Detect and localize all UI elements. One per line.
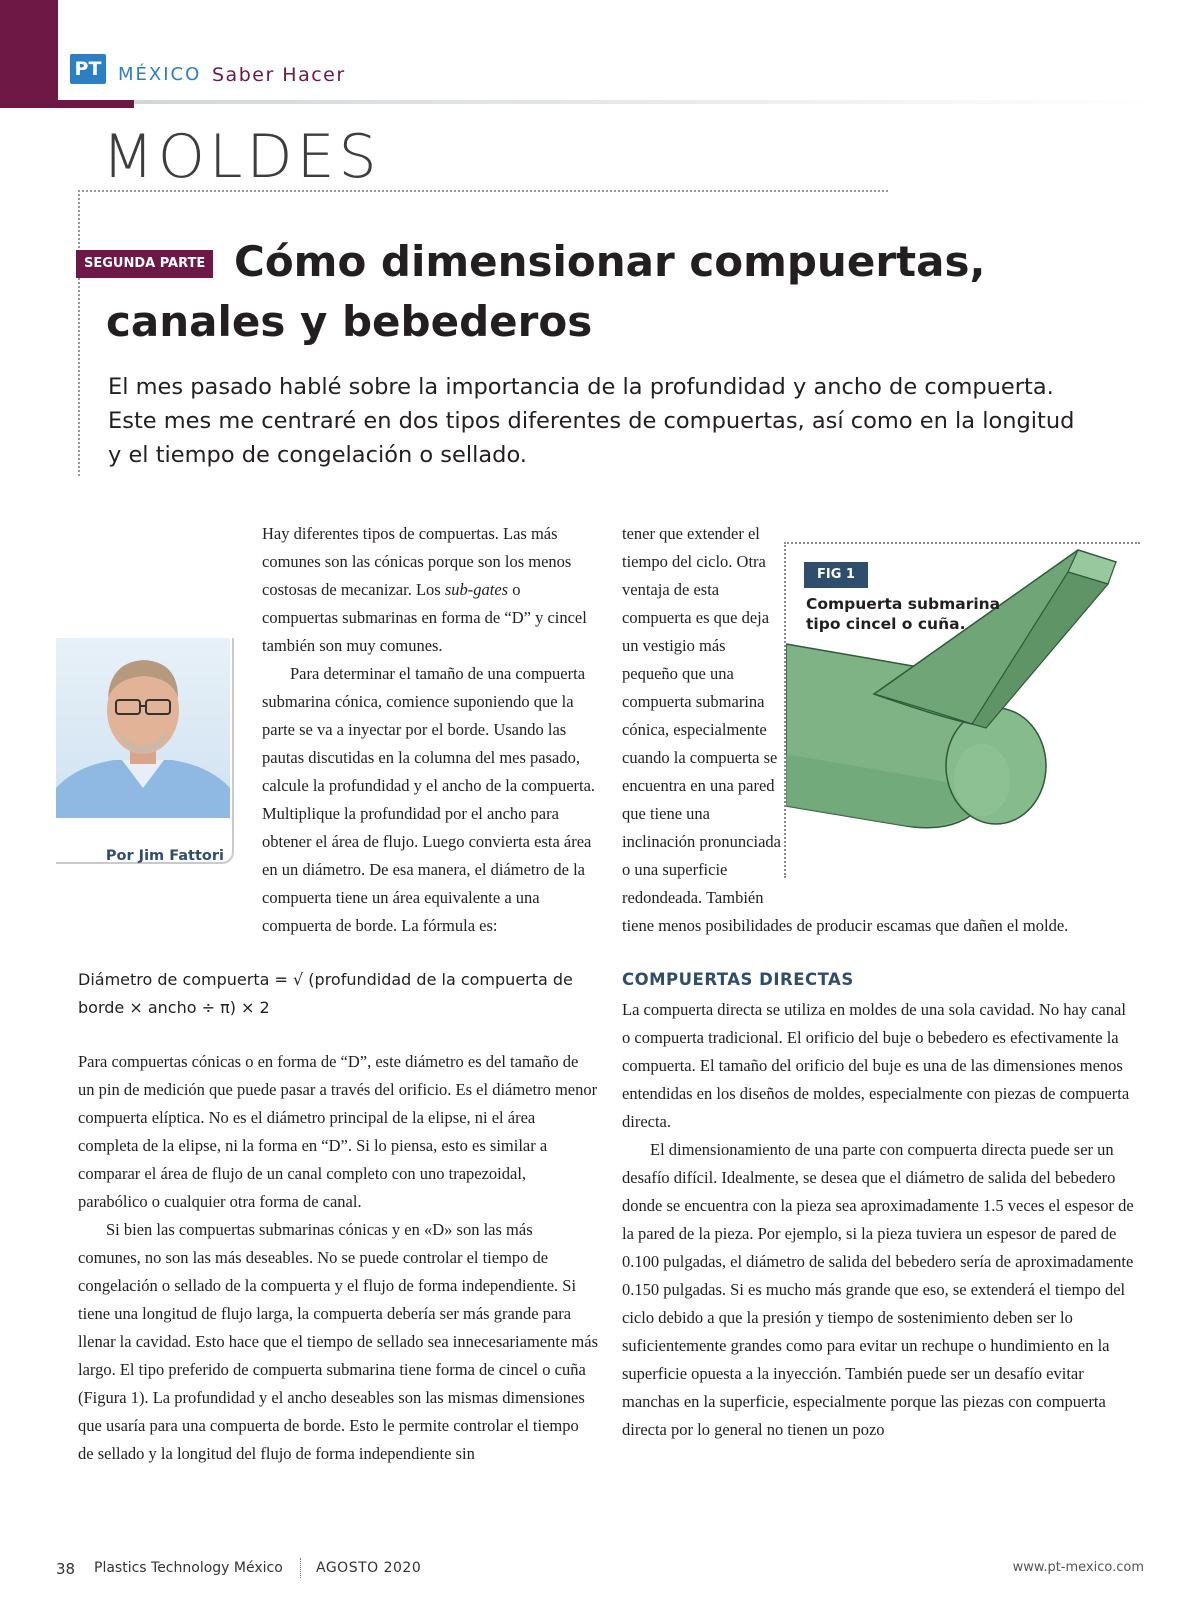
header-accent-underline xyxy=(58,100,134,108)
pt-logo: PT xyxy=(70,54,106,84)
figure-label: FIG 1 xyxy=(804,562,868,588)
headline-line-1: Cómo dimensionar compuertas, xyxy=(234,237,986,286)
website-url: www.pt-mexico.com xyxy=(1012,1560,1144,1575)
article-intro: El mes pasado hablé sobre la importancia de la profundidad y ancho de compuerta. Este mes me centraré en dos tipos diferentes de compuertas, así como en la longitud y el tiempo de congelación o sellado. xyxy=(108,374,1075,468)
title-dotted-rule xyxy=(78,190,888,192)
paragraph: Si bien las compuertas submarinas cónicas y en «D» son las más comunes, no son las más deseables. No se puede controlar el tiempo de congelación o sellado de la compuerta y el flujo de forma independiente. Si tiene una longitud de flujo larga, la compuerta debería ser más grande para llenar la cavidad. Esto hace que el tiempo de sellado sea innecesariamente más largo. El tipo preferido de compuerta submarina tiene forma de cincel o cuña (Figura 1). La profundidad y el ancho deseables son las mismas dimensiones que usaría para una compuerta de borde. Esto le permite controlar el tiempo de sellado y la longitud del flujo de forma independiente sin xyxy=(78,1220,598,1463)
paragraph: La compuerta directa se utiliza en moldes de una sola cavidad. No hay canal o compuerta tradicional. El orificio del buje o bebedero es efectivamente la compuerta. El tamaño del orificio del buje es una de las dimensiones menos entendidas en los diseños de moldes, especialmente con piezas de compuerta directa. xyxy=(622,1000,1130,1131)
article-headline xyxy=(106,232,1006,352)
page-number: 38 xyxy=(56,1560,76,1578)
part-badge: SEGUNDA PARTE xyxy=(76,250,213,278)
italic-term: sub-gates xyxy=(444,580,509,599)
paragraph: Para determinar el tamaño de una compuerta submarina cónica, comience suponiendo que la parte se va a inyectar por el borde. Usando las pautas discutidas en la columna del mes pasado, calcule la profundidad y el ancho de la compuerta. Multiplique la profundidad por el ancho para obtener el área de flujo. Luego convierta esta área en un diámetro. De esa manera, el diámetro de la compuerta tiene un área equivalente a una compuerta de borde. La fórmula es: xyxy=(262,664,596,935)
title-dotted-rule-vertical xyxy=(78,190,80,476)
figure-1 xyxy=(784,542,1144,878)
header-rule xyxy=(58,100,1158,104)
paragraph: tener que extender el tiempo del ciclo. Otra ventaja de esta compuerta es que deja un vestigio más pequeño que una compuerta submarina cónica, especialmente cuando la compuerta se encuentra en una pared que tiene una inclinación pronunciada o una superficie redondeada. También tiene menos posibilidades de producir escamas que dañen el molde. xyxy=(622,524,1069,935)
footer-divider xyxy=(300,1558,301,1578)
subhead: COMPUERTAS DIRECTAS xyxy=(622,970,854,989)
header-section: Saber Hacer xyxy=(212,64,346,86)
header-country: MÉXICO xyxy=(118,64,202,85)
paragraph: Para compuertas cónicas o en forma de “D”, este diámetro es del tamaño de un pin de medición que puede pasar a través del orificio. Es el diámetro menor compuerta elíptica. No es el diámetro principal de la elipse, ni el área completa de la elipse, ni la forma en “D”. Si lo piensa, esto es similar a comparar el área de flujo de un canal completo con uno trapezoidal, parabólico o cualquier otra forma de canal. xyxy=(78,1052,598,1211)
paragraph: Hay diferentes tipos de compuertas. Las más comunes son las cónicas porque son los menos costosas de mecanizar. Los sub-gates o compuertas submarinas en forma de “D” y cincel también son muy comunes. xyxy=(262,524,587,655)
issue-date: AGOSTO 2020 xyxy=(316,1560,422,1576)
formula: Diámetro de compuerta = √ (profundidad de la compuerta de borde × ancho ÷ π) × 2 xyxy=(78,970,573,1017)
header-accent-bar xyxy=(0,0,58,108)
author-photo xyxy=(56,638,230,818)
paragraph: El dimensionamiento de una parte con compuerta directa puede ser un desafío difícil. Idealmente, se desea que el diámetro de salida del bebedero donde se encuentra con la pieza sea aproximadamente 1.5 veces el espesor de la pared de la pieza. Por ejemplo, si la pieza tuviera un espesor de pared de 0.100 pulgadas, el diámetro de salida del bebedero sería de aproximadamente 0.150 pulgadas. Si es mucho más grande que eso, se extenderá el tiempo del ciclo debido a que la presión y tiempo de sostenimiento deben ser lo suficientemente grandes como para evitar un rechupe o hundimiento en la superficie opuesta a la inyección. También puede ser un desafío evitar manchas en la superficie, especialmente porque las piezas con compuerta directa por lo general no tienen un pozo xyxy=(622,1140,1134,1439)
headline-line-2: canales y bebederos xyxy=(106,297,593,346)
section-title: MOLDES xyxy=(102,122,381,192)
magazine-name: Plastics Technology México xyxy=(94,1560,283,1576)
author-byline: Por Jim Fattori xyxy=(105,848,224,864)
figure-caption: Compuerta submarina tipo cincel o cuña. xyxy=(806,595,1001,633)
author-portrait-illustration xyxy=(56,638,230,818)
